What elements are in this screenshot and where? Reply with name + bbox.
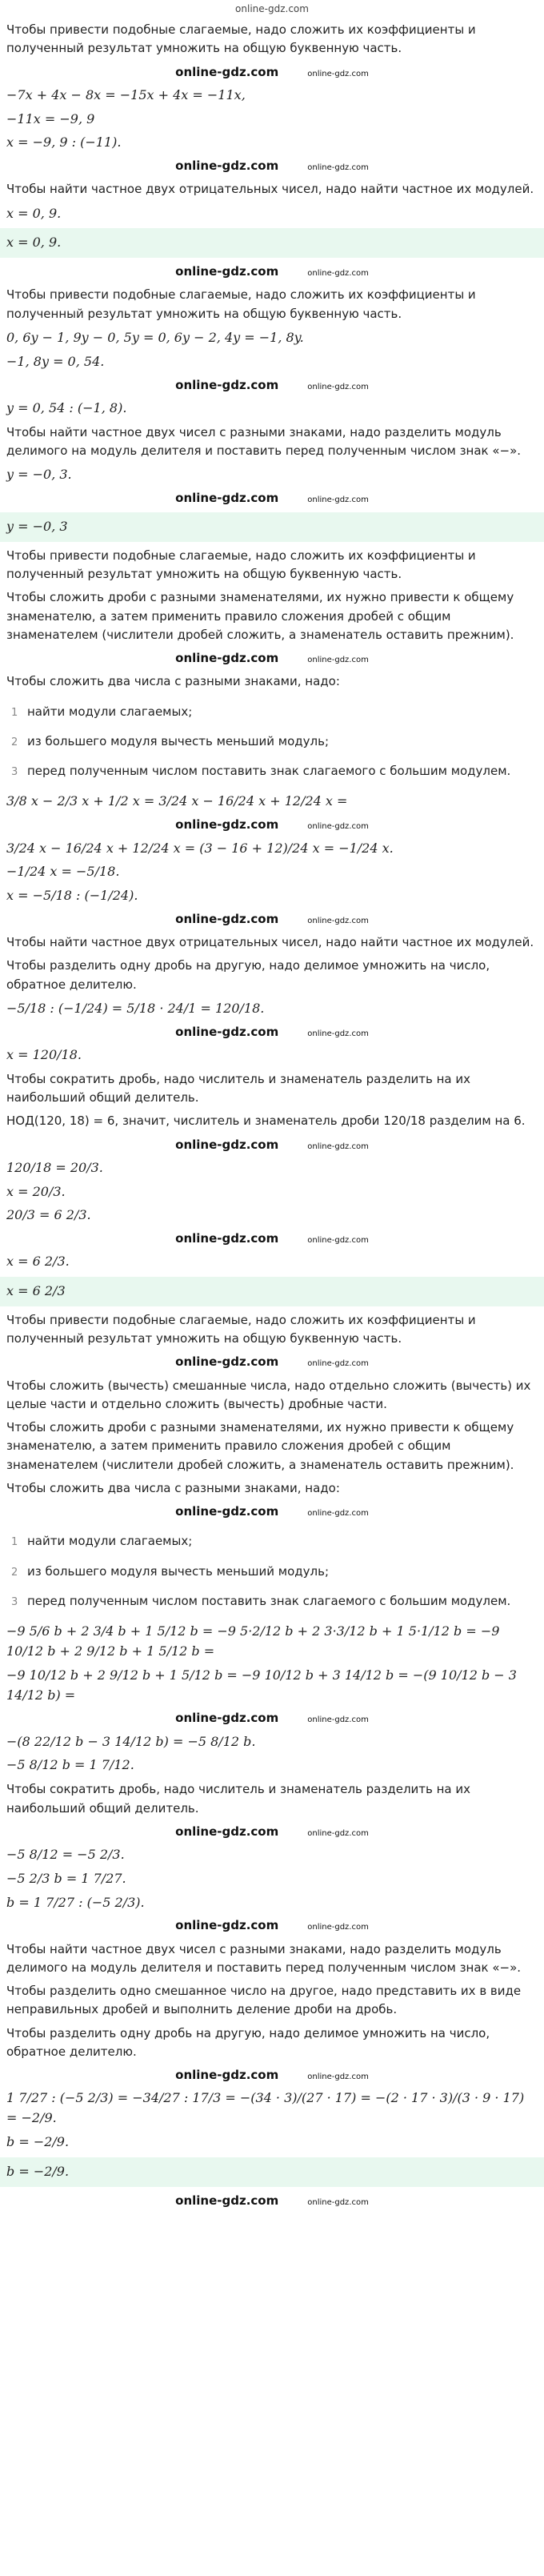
math-line: 120/18 = 20/3. <box>6 1159 103 1175</box>
watermark-text: online-gdz.com <box>307 2197 369 2207</box>
math-line: x = 0, 9. <box>6 205 62 221</box>
watermark-row <box>6 263 538 281</box>
watermark-text: online-gdz.com <box>307 656 369 665</box>
watermark-text: online-gdz.com <box>175 1918 279 1933</box>
answer-line: b = −2/9. <box>0 2157 544 2187</box>
rule-paragraph: Чтобы привести подобные слагаемые, надо сложить их коэффициенты и полученный результат умножить на общую буквенную часть. <box>6 22 476 56</box>
step-item <box>6 1532 538 1551</box>
math-line: 0, 6y − 1, 9y − 0, 5y = 0, 6y − 2, 4y = −1, 8y. <box>6 329 304 345</box>
math-line: −5 2/3 b = 1 7/27. <box>6 1870 126 1886</box>
math-line: x = 6 2/3. <box>6 1254 70 1270</box>
math-line: x = 120/18. <box>6 1046 82 1062</box>
watermark-row <box>6 1230 538 1248</box>
watermark-text: online-gdz.com <box>175 264 279 279</box>
step-item <box>6 1592 538 1611</box>
watermark-text: online-gdz.com <box>175 1504 279 1519</box>
watermark-row <box>6 1503 538 1521</box>
math-line: y = −0, 3. <box>6 467 72 483</box>
watermark-row <box>6 157 538 175</box>
watermark-text: online-gdz.com <box>307 163 369 173</box>
answer-line: x = 6 2/3 <box>0 1277 544 1306</box>
rule-paragraph: Чтобы найти частное двух чисел с разными знаками, надо разделить модуль делимого на модуль делителя и поставить перед полученным числом знак «−». <box>6 1941 522 1975</box>
step-text: найти модули слагаемых; <box>27 1534 193 1549</box>
watermark-text: online-gdz.com <box>175 1137 279 1152</box>
watermark-text: online-gdz.com <box>175 490 279 505</box>
rule-paragraph: Чтобы привести подобные слагаемые, надо сложить их коэффициенты и полученный результат умножить на общую буквенную часть. <box>6 548 476 582</box>
watermark-row <box>6 910 538 929</box>
watermark-text: online-gdz.com <box>307 1359 369 1369</box>
step-text: найти модули слагаемых; <box>27 704 193 719</box>
watermark-text: online-gdz.com <box>175 158 279 174</box>
rule-paragraph: Чтобы найти частное двух отрицательных чисел, надо найти частное их модулей. <box>6 182 534 197</box>
rule-paragraph: Чтобы сложить (вычесть) смешанные числа, надо отдельно сложить (вычесть) их целые части и отдельно сложить (вычесть) дробные части. <box>6 1378 531 1411</box>
watermark-text: online-gdz.com <box>175 2193 279 2208</box>
watermark-text: online-gdz.com <box>307 916 369 925</box>
watermark-text: online-gdz.com <box>175 911 279 926</box>
rule-paragraph: Чтобы разделить одно смешанное число на другое, надо представить их в виде неправильных дробей и выполнить деление дроби на дробь. <box>6 1984 522 2017</box>
answer-line: y = −0, 3 <box>0 512 544 542</box>
watermark-text: online-gdz.com <box>175 377 279 392</box>
math-line: 3/8 x − 2/3 x + 1/2 x = 3/24 x − 16/24 x + 12/24 x = <box>6 793 348 809</box>
watermark-row <box>6 1823 538 1841</box>
watermark-text: online-gdz.com <box>175 1024 279 1039</box>
step-text: из большего модуля вычесть меньший модуль; <box>27 1563 330 1579</box>
watermark-row <box>6 489 538 508</box>
step-item <box>6 762 538 780</box>
math-line: 3/24 x − 16/24 x + 12/24 x = (3 − 16 + 12)/24 x = −1/24 x. <box>6 840 394 856</box>
watermark-row <box>6 1136 538 1154</box>
math-line: −5 8/12 b = 1 7/12. <box>6 1757 134 1773</box>
watermark-text: online-gdz.com <box>175 817 279 833</box>
math-line: 1 7/27 : (−5 2/3) = −34/27 : 17/3 = −(34 · 3)/(27 · 17) = −(2 · 17 · 3)/(3 · 9 · 17) = −2/9. <box>6 2090 525 2126</box>
watermark-row <box>6 2066 538 2084</box>
step-text: перед полученным числом поставить знак слагаемого с большим модулем. <box>27 1593 511 1608</box>
step-number: 2 <box>11 736 18 748</box>
watermark-text: online-gdz.com <box>307 1828 369 1838</box>
watermark-text: online-gdz.com <box>307 1715 369 1725</box>
rule-paragraph: НОД(120, 18) = 6, значит, числитель и знаменатель дроби 120/18 разделим на 6. <box>6 1113 526 1129</box>
answer-line: x = 0, 9. <box>0 228 544 258</box>
watermark-row <box>6 2192 538 2210</box>
watermark-text: online-gdz.com <box>175 2068 279 2083</box>
math-line: −1, 8y = 0, 54. <box>6 353 105 369</box>
watermark-row <box>6 816 538 834</box>
math-line: −(8 22/12 b − 3 14/12 b) = −5 8/12 b. <box>6 1733 256 1749</box>
step-number: 1 <box>11 706 18 719</box>
watermark-text: online-gdz.com <box>307 2072 369 2082</box>
math-line: −1/24 x = −5/18. <box>6 864 120 880</box>
watermark-text: online-gdz.com <box>307 1509 369 1519</box>
step-item <box>6 1563 538 1581</box>
step-item <box>6 732 538 751</box>
rule-paragraph: Чтобы сократить дробь, надо числитель и знаменатель разделить на их наибольший общий делитель. <box>6 1782 471 1816</box>
watermark-text: online-gdz.com <box>307 1029 369 1038</box>
math-line: −11x = −9, 9 <box>6 110 95 126</box>
watermark-text: online-gdz.com <box>307 495 369 504</box>
watermark-text: online-gdz.com <box>175 1711 279 1726</box>
watermark-text: online-gdz.com <box>307 822 369 832</box>
watermark-text: online-gdz.com <box>175 64 279 79</box>
rule-paragraph: Чтобы привести подобные слагаемые, надо сложить их коэффициенты и полученный результат умножить на общую буквенную часть. <box>6 1312 476 1346</box>
math-line: x = 20/3. <box>6 1183 66 1199</box>
rule-paragraph: Чтобы разделить одну дробь на другую, надо делимое умножить на число, обратное делителю. <box>6 2025 490 2059</box>
site-logo[interactable]: online-gdz.com <box>235 3 309 14</box>
watermark-text: online-gdz.com <box>175 651 279 666</box>
math-line: b = 1 7/27 : (−5 2/3). <box>6 1894 145 1910</box>
rule-paragraph: Чтобы сложить два числа с разными знаками, надо: <box>6 1480 340 1495</box>
watermark-row <box>6 63 538 82</box>
rule-paragraph: Чтобы сократить дробь, надо числитель и знаменатель разделить на их наибольший общий делитель. <box>6 1071 471 1105</box>
math-line: x = −5/18 : (−1/24). <box>6 888 138 904</box>
math-line: x = −9, 9 : (−11). <box>6 134 122 150</box>
math-line: −9 5/6 b + 2 3/4 b + 1 5/12 b = −9 5·2/12 b + 2 3·3/12 b + 1 5·1/12 b = −9 10/12 b + 2 9/12 b + 1 5/12 b = <box>6 1623 500 1659</box>
rule-paragraph: Чтобы найти частное двух чисел с разными знаками, надо разделить модуль делимого на модуль делителя и поставить перед полученным числом знак «−». <box>6 424 522 458</box>
math-line: 20/3 = 6 2/3. <box>6 1207 91 1223</box>
step-number: 3 <box>11 1595 18 1608</box>
watermark-row <box>6 1709 538 1727</box>
rule-paragraph: Чтобы разделить одну дробь на другую, надо делимое умножить на число, обратное делителю. <box>6 958 490 992</box>
watermark-row <box>6 1353 538 1371</box>
watermark-text: online-gdz.com <box>175 1231 279 1246</box>
rule-paragraph: Чтобы сложить дроби с разными знаменателями, их нужно привести к общему знаменателю, а затем применить правило сложения дробей с общим знаменателем (числители дробей сложить, а знаменатель оставить прежним). <box>6 1420 514 1472</box>
math-line: −9 10/12 b + 2 9/12 b + 1 5/12 b = −9 10/12 b + 3 14/12 b = −(9 10/12 b − 3 14/12 b) = <box>6 1667 517 1703</box>
math-line: −7x + 4x − 8x = −15x + 4x = −11x, <box>6 86 246 102</box>
step-number: 3 <box>11 766 18 779</box>
watermark-text: online-gdz.com <box>307 1142 369 1151</box>
step-text: перед полученным числом поставить знак слагаемого с большим модулем. <box>27 764 511 779</box>
math-line: b = −2/9. <box>6 2134 70 2149</box>
solution-content <box>6 21 538 2210</box>
watermark-text: online-gdz.com <box>175 1354 279 1370</box>
math-line: −5/18 : (−1/24) = 5/18 · 24/1 = 120/18. <box>6 1000 265 1016</box>
rule-paragraph: Чтобы сложить два числа с разными знаками, надо: <box>6 674 340 689</box>
step-text: из большего модуля вычесть меньший модуль; <box>27 733 330 748</box>
watermark-row <box>6 649 538 668</box>
watermark-text: online-gdz.com <box>307 382 369 391</box>
step-number: 1 <box>11 1536 18 1549</box>
rule-paragraph: Чтобы сложить дроби с разными знаменателями, их нужно привести к общему знаменателю, а затем применить правило сложения дробей с общим знаменателем (числители дробей сложить, а знаменатель оставить прежним). <box>6 590 514 642</box>
math-line: y = 0, 54 : (−1, 8). <box>6 399 127 415</box>
rule-paragraph: Чтобы найти частное двух отрицательных чисел, надо найти частное их модулей. <box>6 935 534 950</box>
steps-list <box>6 703 538 781</box>
watermark-row <box>6 1023 538 1041</box>
watermark-text: online-gdz.com <box>307 1923 369 1932</box>
step-number: 2 <box>11 1566 18 1579</box>
step-item <box>6 703 538 721</box>
watermark-row <box>6 376 538 395</box>
watermark-text: online-gdz.com <box>307 269 369 279</box>
steps-list <box>6 1532 538 1611</box>
watermark-text: online-gdz.com <box>175 1824 279 1839</box>
rule-paragraph: Чтобы привести подобные слагаемые, надо сложить их коэффициенты и полученный результат умножить на общую буквенную часть. <box>6 287 476 321</box>
watermark-text: online-gdz.com <box>307 69 369 78</box>
math-line: −5 8/12 = −5 2/3. <box>6 1847 125 1863</box>
watermark-row <box>6 1916 538 1935</box>
watermark-text: online-gdz.com <box>307 1236 369 1246</box>
